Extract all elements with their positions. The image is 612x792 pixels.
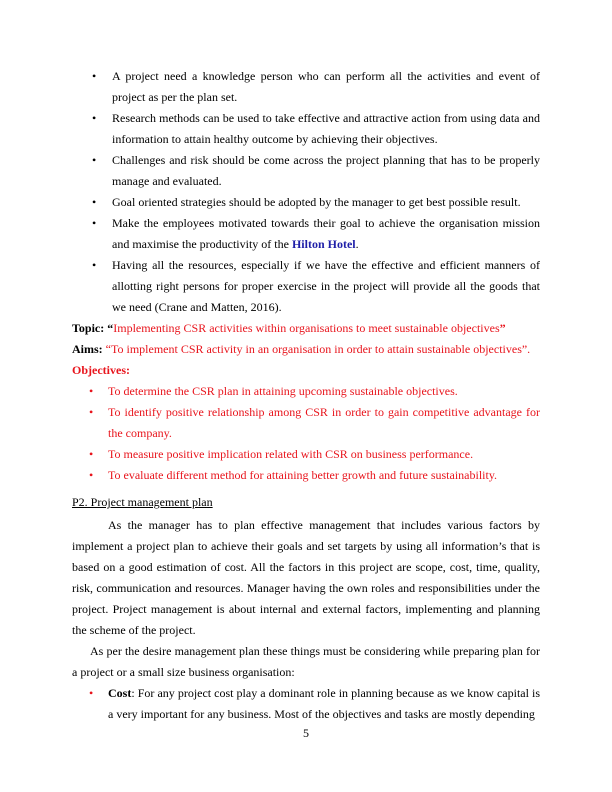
- bullet-icon: •: [92, 111, 97, 125]
- objectives-list: [72, 381, 540, 486]
- list-item: • To evaluate different method for attaining better growth and future sustainability.: [72, 465, 540, 486]
- list-item: • Cost: For any project cost play a dominant role in planning because as we know capital is a very important for any business. Most of the objectives and tasks are mostly depending: [72, 683, 540, 725]
- hotel-name: Hilton Hotel: [291, 237, 356, 251]
- document-page: [72, 66, 540, 725]
- topic-text: Implementing CSR activities within organisations to meet sustainable objectives: [113, 321, 500, 335]
- bullet-icon: •: [92, 216, 97, 230]
- bullet-icon: •: [89, 405, 94, 419]
- list-item: • To identify positive relationship among CSR in order to gain competitive advantage for the company.: [72, 402, 540, 444]
- paragraph: As the manager has to plan effective management that includes various factors by implement a project plan to achieve their goals and set targets by using all information’s that is based on a good estimation of cost. All the factors in this project are scope, cost, time, quality, risk, communication and resources. Manager having the own roles and responsibilities under the project. Project management is about internal and external factors, implementing and planning the scheme of the project.: [72, 518, 540, 637]
- list-item: • Research methods can be used to take effective and attractive action from using data and information to attain healthy outcome by achieving their objectives.: [72, 108, 540, 150]
- list-item: • To measure positive implication related with CSR on business performance.: [72, 444, 540, 465]
- topic-line: Topic: “Implementing CSR activities within organisations to meet sustainable objectives”: [72, 321, 506, 335]
- paragraph: As per the desire management plan these things must be considering while preparing plan for a project or a small size business organisation:: [72, 644, 540, 679]
- page-number: 5: [303, 726, 309, 740]
- topic-label: Topic:: [72, 321, 108, 335]
- bullet-icon: •: [92, 153, 97, 167]
- list-item: • To determine the CSR plan in attaining upcoming sustainable objectives.: [72, 381, 540, 402]
- bullet-icon: •: [89, 468, 94, 482]
- aims-text: “To implement CSR activity in an organisation in order to attain sustainable objectives”.: [105, 342, 531, 356]
- list-item: • Challenges and risk should be come across the project planning that has to be properly manage and evaluated.: [72, 150, 540, 192]
- bullet-icon: •: [89, 384, 94, 398]
- plan-factors-list: [72, 683, 540, 725]
- aims-line: [72, 339, 540, 360]
- list-item: • Make the employees motivated towards their goal to achieve the organisation mission and maximise the productivity of the Hilton Hotel.: [72, 213, 540, 255]
- bullet-icon: •: [92, 69, 97, 83]
- list-item: • Goal oriented strategies should be adopted by the manager to get best possible result.: [72, 192, 540, 213]
- cost-label: Cost: [108, 686, 132, 700]
- list-item: • A project need a knowledge person who can perform all the activities and event of project as per the plan set.: [72, 66, 540, 108]
- bullet-icon: •: [92, 258, 97, 272]
- section-heading: P2. Project management plan: [72, 495, 213, 509]
- aims-label: Aims:: [72, 342, 106, 356]
- objectives-heading: Objectives:: [72, 363, 130, 377]
- bullet-icon: •: [89, 447, 94, 461]
- list-item: • Having all the resources, especially if we have the effective and efficient manners of allotting right persons for proper exercise in the project will provide all the goods that we need (Crane and Matten, 2016).: [72, 255, 540, 318]
- bullet-icon: •: [92, 195, 97, 209]
- requirements-bullet-list: [72, 66, 540, 318]
- bullet-icon: •: [89, 686, 94, 700]
